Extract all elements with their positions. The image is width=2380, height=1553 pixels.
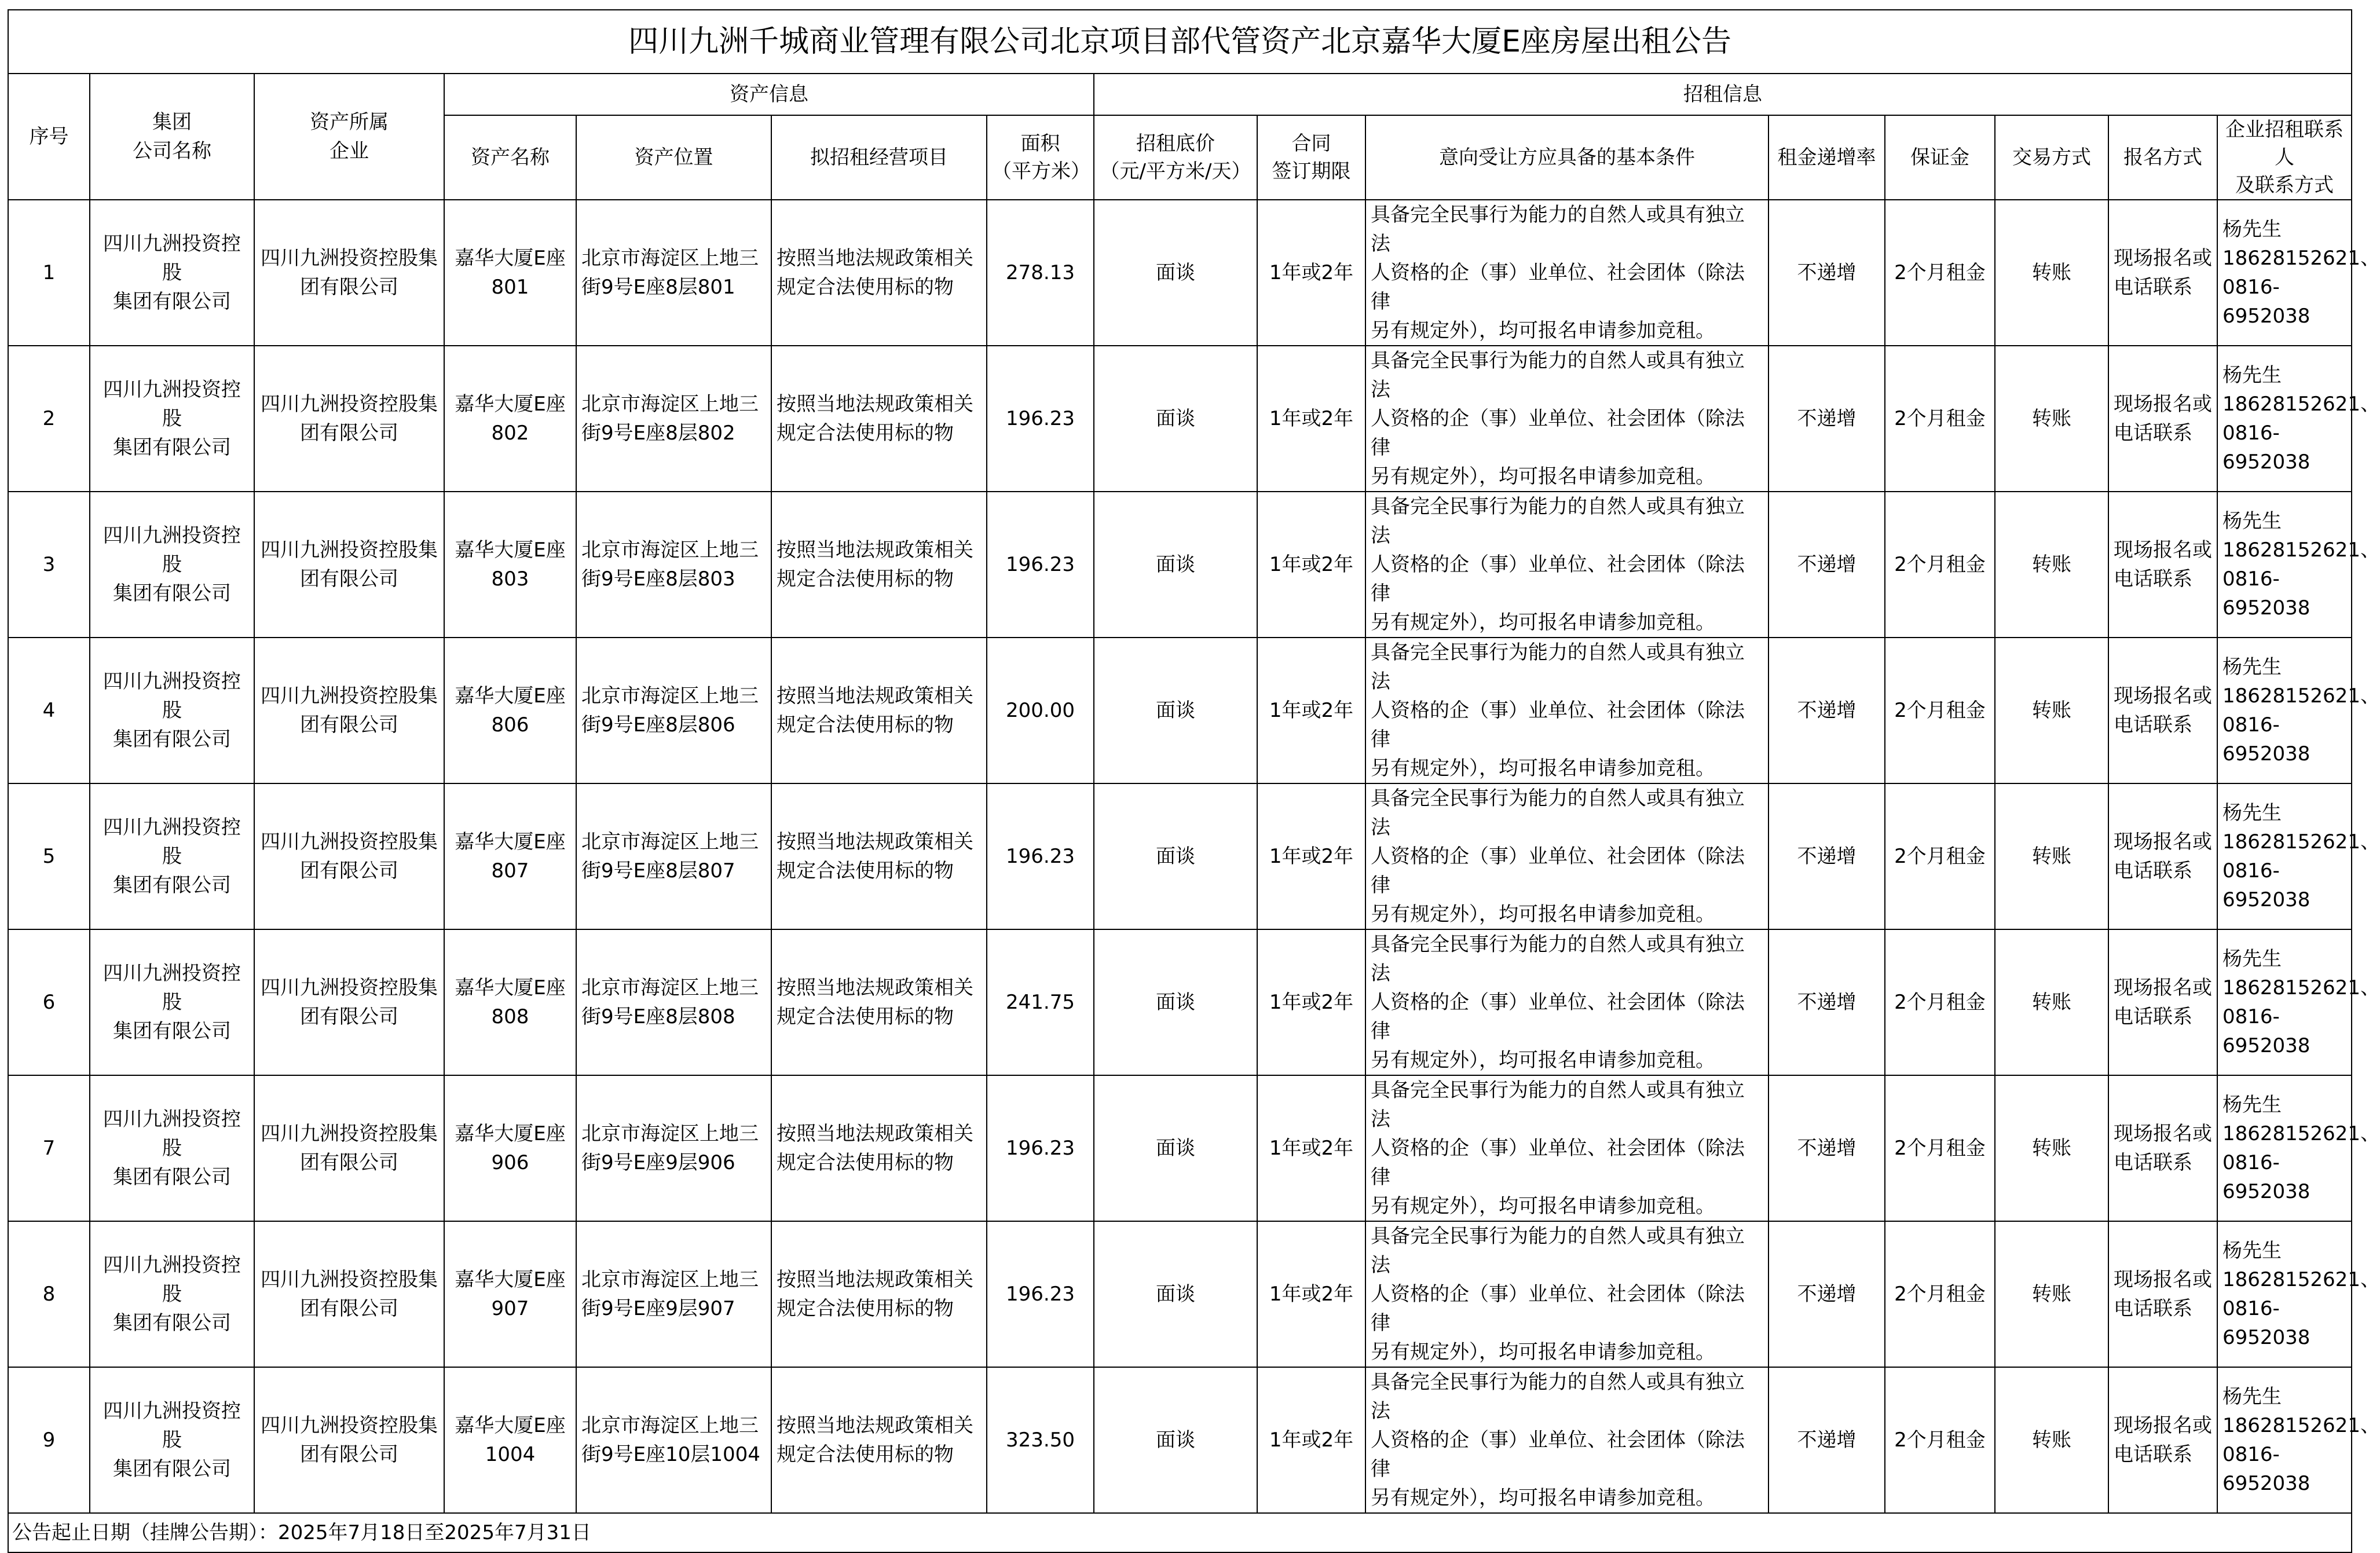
cell-deposit: 2个月租金	[1885, 200, 1995, 346]
table-row	[8, 783, 2352, 929]
cell-contact: 杨先生 18628152621、 0816-6952038	[2217, 783, 2352, 929]
cell-signup-method: 现场报名或 电话联系	[2108, 638, 2217, 783]
cell-area: 278.13	[987, 200, 1094, 346]
cell-business-project: 按照当地法规政策相关 规定合法使用标的物	[771, 638, 987, 783]
cell-asset-location: 北京市海淀区上地三 街9号E座8层802	[576, 346, 771, 492]
cell-conditions: 具备完全民事行为能力的自然人或具有独立法 人资格的企（事）业单位、社会团体（除法律 另有规定外），均可报名申请参加竞租。	[1365, 200, 1768, 346]
cell-group-company: 四川九洲投资控股 集团有限公司	[90, 346, 254, 492]
cell-contract-term: 1年或2年	[1257, 492, 1365, 638]
header-base-price: 招租底价 （元/平方米/天）	[1094, 115, 1257, 200]
cell-signup-method: 现场报名或 电话联系	[2108, 783, 2217, 929]
cell-conditions: 具备完全民事行为能力的自然人或具有独立法 人资格的企（事）业单位、社会团体（除法律 另有规定外），均可报名申请参加竞租。	[1365, 1367, 1768, 1513]
cell-business-project: 按照当地法规政策相关 规定合法使用标的物	[771, 492, 987, 638]
header-contact: 企业招租联系人 及联系方式	[2217, 115, 2352, 200]
table-row	[8, 346, 2352, 492]
cell-seq: 6	[8, 929, 90, 1075]
cell-base-price: 面谈	[1094, 1367, 1257, 1513]
cell-asset-location: 北京市海淀区上地三 街9号E座8层807	[576, 783, 771, 929]
cell-deposit: 2个月租金	[1885, 1075, 1995, 1221]
cell-contract-term: 1年或2年	[1257, 346, 1365, 492]
header-deposit: 保证金	[1885, 115, 1995, 200]
cell-conditions: 具备完全民事行为能力的自然人或具有独立法 人资格的企（事）业单位、社会团体（除法律 另有规定外），均可报名申请参加竞租。	[1365, 1221, 1768, 1367]
cell-signup-method: 现场报名或 电话联系	[2108, 929, 2217, 1075]
cell-contract-term: 1年或2年	[1257, 1221, 1365, 1367]
cell-deposit: 2个月租金	[1885, 1221, 1995, 1367]
cell-contact: 杨先生 18628152621、 0816-6952038	[2217, 1221, 2352, 1367]
cell-trade-method: 转账	[1995, 200, 2108, 346]
cell-asset-name: 嘉华大厦E座 907	[444, 1221, 576, 1367]
table-row	[8, 1075, 2352, 1221]
cell-contact: 杨先生 18628152621、 0816-6952038	[2217, 638, 2352, 783]
table-row	[8, 1367, 2352, 1513]
cell-asset-owner: 四川九洲投资控股集 团有限公司	[254, 1367, 444, 1513]
cell-area: 196.23	[987, 783, 1094, 929]
cell-group-company: 四川九洲投资控股 集团有限公司	[90, 492, 254, 638]
cell-asset-location: 北京市海淀区上地三 街9号E座9层906	[576, 1075, 771, 1221]
cell-deposit: 2个月租金	[1885, 346, 1995, 492]
cell-contact: 杨先生 18628152621、 0816-6952038	[2217, 200, 2352, 346]
cell-asset-name: 嘉华大厦E座 801	[444, 200, 576, 346]
cell-signup-method: 现场报名或 电话联系	[2108, 1075, 2217, 1221]
cell-rent-increase: 不递增	[1768, 492, 1885, 638]
table-row	[8, 1221, 2352, 1367]
cell-asset-owner: 四川九洲投资控股集 团有限公司	[254, 1075, 444, 1221]
cell-signup-method: 现场报名或 电话联系	[2108, 492, 2217, 638]
cell-rent-increase: 不递增	[1768, 200, 1885, 346]
cell-group-company: 四川九洲投资控股 集团有限公司	[90, 783, 254, 929]
cell-deposit: 2个月租金	[1885, 1367, 1995, 1513]
cell-asset-owner: 四川九洲投资控股集 团有限公司	[254, 200, 444, 346]
cell-asset-name: 嘉华大厦E座 802	[444, 346, 576, 492]
cell-trade-method: 转账	[1995, 346, 2108, 492]
cell-trade-method: 转账	[1995, 783, 2108, 929]
cell-contact: 杨先生 18628152621、 0816-6952038	[2217, 492, 2352, 638]
cell-group-company: 四川九洲投资控股 集团有限公司	[90, 638, 254, 783]
cell-asset-name: 嘉华大厦E座 806	[444, 638, 576, 783]
cell-asset-location: 北京市海淀区上地三 街9号E座8层808	[576, 929, 771, 1075]
cell-seq: 2	[8, 346, 90, 492]
cell-trade-method: 转账	[1995, 929, 2108, 1075]
cell-trade-method: 转账	[1995, 1221, 2108, 1367]
cell-signup-method: 现场报名或 电话联系	[2108, 200, 2217, 346]
cell-trade-method: 转账	[1995, 638, 2108, 783]
cell-business-project: 按照当地法规政策相关 规定合法使用标的物	[771, 200, 987, 346]
cell-trade-method: 转账	[1995, 492, 2108, 638]
cell-contract-term: 1年或2年	[1257, 1075, 1365, 1221]
cell-seq: 9	[8, 1367, 90, 1513]
cell-asset-name: 嘉华大厦E座 803	[444, 492, 576, 638]
cell-base-price: 面谈	[1094, 638, 1257, 783]
cell-asset-location: 北京市海淀区上地三 街9号E座9层907	[576, 1221, 771, 1367]
table-row	[8, 929, 2352, 1075]
cell-conditions: 具备完全民事行为能力的自然人或具有独立法 人资格的企（事）业单位、社会团体（除法律 另有规定外），均可报名申请参加竞租。	[1365, 346, 1768, 492]
cell-group-company: 四川九洲投资控股 集团有限公司	[90, 200, 254, 346]
cell-asset-owner: 四川九洲投资控股集 团有限公司	[254, 1221, 444, 1367]
cell-seq: 5	[8, 783, 90, 929]
header-seq: 序号	[8, 74, 90, 200]
cell-asset-name: 嘉华大厦E座 906	[444, 1075, 576, 1221]
cell-area: 196.23	[987, 1075, 1094, 1221]
cell-business-project: 按照当地法规政策相关 规定合法使用标的物	[771, 1367, 987, 1513]
cell-rent-increase: 不递增	[1768, 638, 1885, 783]
header-trade-method: 交易方式	[1995, 115, 2108, 200]
rental-announcement-table	[8, 9, 2380, 1553]
cell-rent-increase: 不递增	[1768, 929, 1885, 1075]
cell-asset-owner: 四川九洲投资控股集 团有限公司	[254, 929, 444, 1075]
cell-contract-term: 1年或2年	[1257, 1367, 1365, 1513]
cell-rent-increase: 不递增	[1768, 1075, 1885, 1221]
group-header-asset-info: 资产信息	[444, 74, 1094, 115]
table-row	[8, 638, 2352, 783]
announcement-title: 四川九洲千城商业管理有限公司北京项目部代管资产北京嘉华大厦E座房屋出租公告	[8, 10, 2352, 74]
cell-contract-term: 1年或2年	[1257, 638, 1365, 783]
cell-asset-name: 嘉华大厦E座 808	[444, 929, 576, 1075]
cell-asset-location: 北京市海淀区上地三 街9号E座10层1004	[576, 1367, 771, 1513]
cell-seq: 3	[8, 492, 90, 638]
cell-group-company: 四川九洲投资控股 集团有限公司	[90, 1075, 254, 1221]
cell-rent-increase: 不递增	[1768, 783, 1885, 929]
cell-deposit: 2个月租金	[1885, 783, 1995, 929]
header-signup-method: 报名方式	[2108, 115, 2217, 200]
cell-seq: 4	[8, 638, 90, 783]
cell-trade-method: 转账	[1995, 1075, 2108, 1221]
cell-group-company: 四川九洲投资控股 集团有限公司	[90, 929, 254, 1075]
cell-deposit: 2个月租金	[1885, 638, 1995, 783]
header-contract-term: 合同 签订期限	[1257, 115, 1365, 200]
cell-contact: 杨先生 18628152621、 0816-6952038	[2217, 929, 2352, 1075]
cell-base-price: 面谈	[1094, 1075, 1257, 1221]
cell-area: 196.23	[987, 346, 1094, 492]
header-asset-location: 资产位置	[576, 115, 771, 200]
cell-business-project: 按照当地法规政策相关 规定合法使用标的物	[771, 783, 987, 929]
cell-asset-location: 北京市海淀区上地三 街9号E座8层803	[576, 492, 771, 638]
cell-conditions: 具备完全民事行为能力的自然人或具有独立法 人资格的企（事）业单位、社会团体（除法律 另有规定外），均可报名申请参加竞租。	[1365, 929, 1768, 1075]
cell-contract-term: 1年或2年	[1257, 783, 1365, 929]
table-row	[8, 492, 2352, 638]
cell-contact: 杨先生 18628152621、 0816-6952038	[2217, 346, 2352, 492]
cell-rent-increase: 不递增	[1768, 1367, 1885, 1513]
cell-contract-term: 1年或2年	[1257, 200, 1365, 346]
cell-trade-method: 转账	[1995, 1367, 2108, 1513]
header-asset-owner: 资产所属 企业	[254, 74, 444, 200]
cell-deposit: 2个月租金	[1885, 492, 1995, 638]
cell-contact: 杨先生 18628152621、 0816-6952038	[2217, 1075, 2352, 1221]
cell-base-price: 面谈	[1094, 1221, 1257, 1367]
cell-asset-location: 北京市海淀区上地三 街9号E座8层806	[576, 638, 771, 783]
header-group-company: 集团 公司名称	[90, 74, 254, 200]
cell-asset-location: 北京市海淀区上地三 街9号E座8层801	[576, 200, 771, 346]
cell-business-project: 按照当地法规政策相关 规定合法使用标的物	[771, 1221, 987, 1367]
cell-base-price: 面谈	[1094, 492, 1257, 638]
cell-area: 196.23	[987, 492, 1094, 638]
cell-area: 323.50	[987, 1367, 1094, 1513]
cell-contact: 杨先生 18628152621、 0816-6952038	[2217, 1367, 2352, 1513]
cell-conditions: 具备完全民事行为能力的自然人或具有独立法 人资格的企（事）业单位、社会团体（除法律 另有规定外），均可报名申请参加竞租。	[1365, 638, 1768, 783]
cell-business-project: 按照当地法规政策相关 规定合法使用标的物	[771, 929, 987, 1075]
cell-conditions: 具备完全民事行为能力的自然人或具有独立法 人资格的企（事）业单位、社会团体（除法律 另有规定外），均可报名申请参加竞租。	[1365, 783, 1768, 929]
cell-asset-owner: 四川九洲投资控股集 团有限公司	[254, 783, 444, 929]
table-row	[8, 200, 2352, 346]
cell-area: 196.23	[987, 1221, 1094, 1367]
cell-asset-owner: 四川九洲投资控股集 团有限公司	[254, 638, 444, 783]
cell-signup-method: 现场报名或 电话联系	[2108, 346, 2217, 492]
announcement-sheet	[8, 9, 2380, 1544]
cell-asset-name: 嘉华大厦E座 807	[444, 783, 576, 929]
cell-asset-owner: 四川九洲投资控股集 团有限公司	[254, 492, 444, 638]
header-asset-name: 资产名称	[444, 115, 576, 200]
cell-conditions: 具备完全民事行为能力的自然人或具有独立法 人资格的企（事）业单位、社会团体（除法律 另有规定外），均可报名申请参加竞租。	[1365, 492, 1768, 638]
cell-signup-method: 现场报名或 电话联系	[2108, 1367, 2217, 1513]
group-header-lease-info: 招租信息	[1094, 74, 2352, 115]
cell-conditions: 具备完全民事行为能力的自然人或具有独立法 人资格的企（事）业单位、社会团体（除法律 另有规定外），均可报名申请参加竞租。	[1365, 1075, 1768, 1221]
cell-group-company: 四川九洲投资控股 集团有限公司	[90, 1367, 254, 1513]
cell-area: 241.75	[987, 929, 1094, 1075]
cell-seq: 1	[8, 200, 90, 346]
announcement-period: 公告起止日期（挂牌公告期）：2025年7月18日至2025年7月31日	[8, 1513, 2352, 1552]
header-conditions: 意向受让方应具备的基本条件	[1365, 115, 1768, 200]
cell-group-company: 四川九洲投资控股 集团有限公司	[90, 1221, 254, 1367]
cell-business-project: 按照当地法规政策相关 规定合法使用标的物	[771, 346, 987, 492]
cell-asset-name: 嘉华大厦E座 1004	[444, 1367, 576, 1513]
header-rent-increase: 租金递增率	[1768, 115, 1885, 200]
cell-base-price: 面谈	[1094, 929, 1257, 1075]
cell-base-price: 面谈	[1094, 346, 1257, 492]
cell-signup-method: 现场报名或 电话联系	[2108, 1221, 2217, 1367]
cell-rent-increase: 不递增	[1768, 1221, 1885, 1367]
header-area: 面积 （平方米）	[987, 115, 1094, 200]
cell-rent-increase: 不递增	[1768, 346, 1885, 492]
cell-asset-owner: 四川九洲投资控股集 团有限公司	[254, 346, 444, 492]
cell-area: 200.00	[987, 638, 1094, 783]
cell-deposit: 2个月租金	[1885, 929, 1995, 1075]
header-business-project: 拟招租经营项目	[771, 115, 987, 200]
cell-seq: 8	[8, 1221, 90, 1367]
cell-base-price: 面谈	[1094, 200, 1257, 346]
cell-base-price: 面谈	[1094, 783, 1257, 929]
cell-contract-term: 1年或2年	[1257, 929, 1365, 1075]
cell-business-project: 按照当地法规政策相关 规定合法使用标的物	[771, 1075, 987, 1221]
cell-seq: 7	[8, 1075, 90, 1221]
